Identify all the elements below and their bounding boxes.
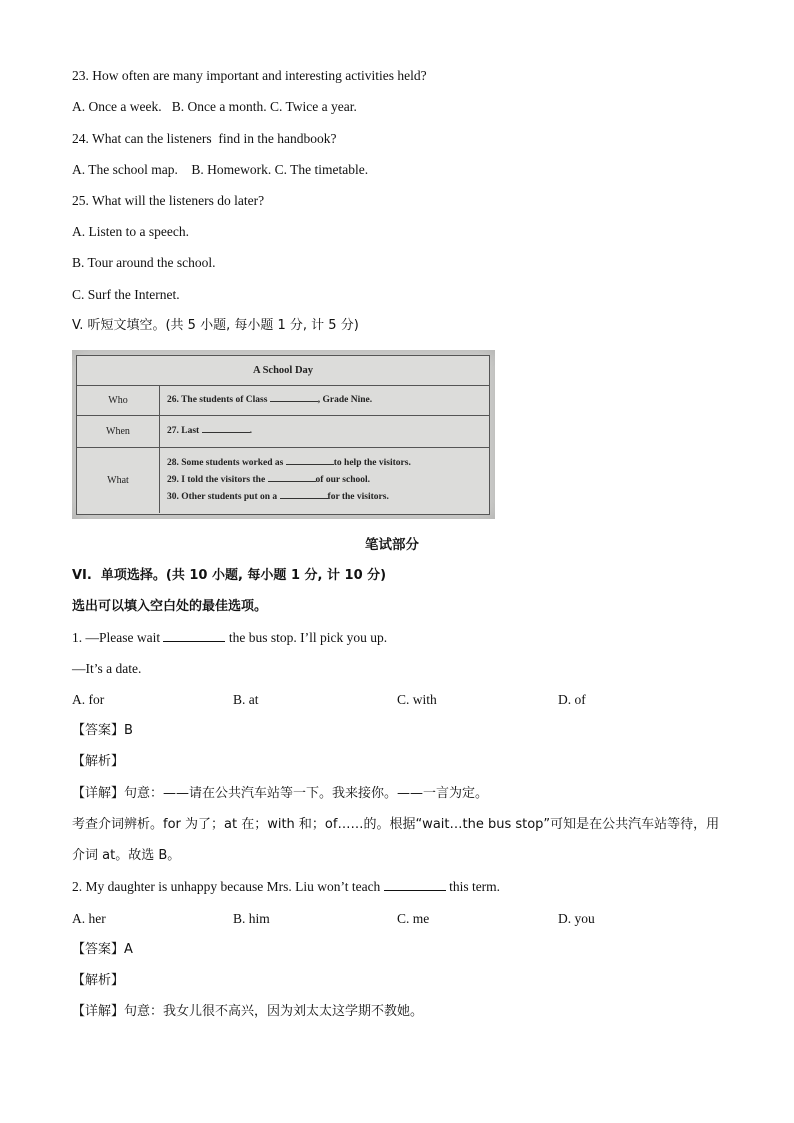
table-line-26: 26. The students of Class , Grade Nine.	[167, 392, 485, 409]
table-row-what	[77, 448, 489, 513]
question-1-reply: —It’s a date.	[72, 661, 142, 676]
question-1: 1. —Please wait the bus stop. I’ll pick you up.	[72, 630, 388, 645]
table-line-27: 27. Last .	[167, 423, 485, 440]
question-1-answer: 【答案】B	[72, 723, 133, 738]
table-row-label: When	[77, 416, 160, 447]
section-6-instruction: 选出可以填入空白处的最佳选项。	[72, 599, 268, 614]
table-row-label: What	[77, 448, 160, 513]
question-2-answer: 【答案】A	[72, 942, 133, 957]
section-6-title: VI. 单项选择。(共 10 小题, 每小题 1 分, 计 10 分)	[72, 568, 387, 583]
question-24-options: A. The school map. B. Homework. C. The timetable.	[72, 162, 369, 177]
question-2-option-d: D. you	[558, 911, 595, 926]
question-1-analysis-label: 【解析】	[72, 754, 125, 769]
question-25-option-a: A. Listen to a speech.	[72, 224, 189, 239]
question-2-option-a: A. her	[72, 911, 106, 926]
written-part-heading: 笔试部分	[365, 537, 419, 553]
question-1-option-c: C. with	[397, 692, 437, 707]
question-1-detail: 【详解】句意：——请在公共汽车站等一下。我来接你。——一言为定。	[72, 786, 489, 801]
table-title: A School Day	[77, 356, 489, 386]
question-23: 23. How often are many important and interesting activities held?	[72, 68, 427, 83]
question-1-explanation-1: 考查介词辨析。for 为了；at 在；with 和；of……的。根据“wait…the bus stop”可知是在公共汽车站等待，用	[72, 817, 720, 832]
table-line-28: 28. Some students worked as to help the visitors.	[167, 455, 485, 472]
question-25-option-b: B. Tour around the school.	[72, 255, 216, 270]
question-2-option-b: B. him	[233, 911, 270, 926]
section-5-title: V. 听短文填空。(共 5 小题, 每小题 1 分, 计 5 分)	[72, 318, 359, 333]
school-day-table-photo	[72, 350, 495, 519]
question-2-analysis-label: 【解析】	[72, 973, 125, 988]
table-line-29: 29. I told the visitors the of our school.	[167, 472, 485, 489]
question-25-option-c: C. Surf the Internet.	[72, 287, 180, 302]
question-25: 25. What will the listeners do later?	[72, 193, 265, 208]
table-row-who	[77, 386, 489, 416]
table-row-when	[77, 416, 489, 448]
question-1-option-d: D. of	[558, 692, 586, 707]
question-2: 2. My daughter is unhappy because Mrs. Liu won’t teach this term.	[72, 879, 501, 894]
question-23-options: A. Once a week. B. Once a month. C. Twice a year.	[72, 99, 357, 114]
school-day-table	[76, 355, 490, 515]
question-1-explanation-2: 介词 at。故选 B。	[72, 848, 181, 863]
question-2-detail: 【详解】句意：我女儿很不高兴，因为刘太太这学期不教她。	[72, 1004, 424, 1019]
table-line-30: 30. Other students put on a for the visitors.	[167, 489, 485, 506]
question-2-option-c: C. me	[397, 911, 430, 926]
question-1-option-a: A. for	[72, 692, 105, 707]
table-row-label: Who	[77, 386, 160, 415]
question-24: 24. What can the listeners find in the handbook?	[72, 131, 337, 146]
question-1-option-b: B. at	[233, 692, 259, 707]
